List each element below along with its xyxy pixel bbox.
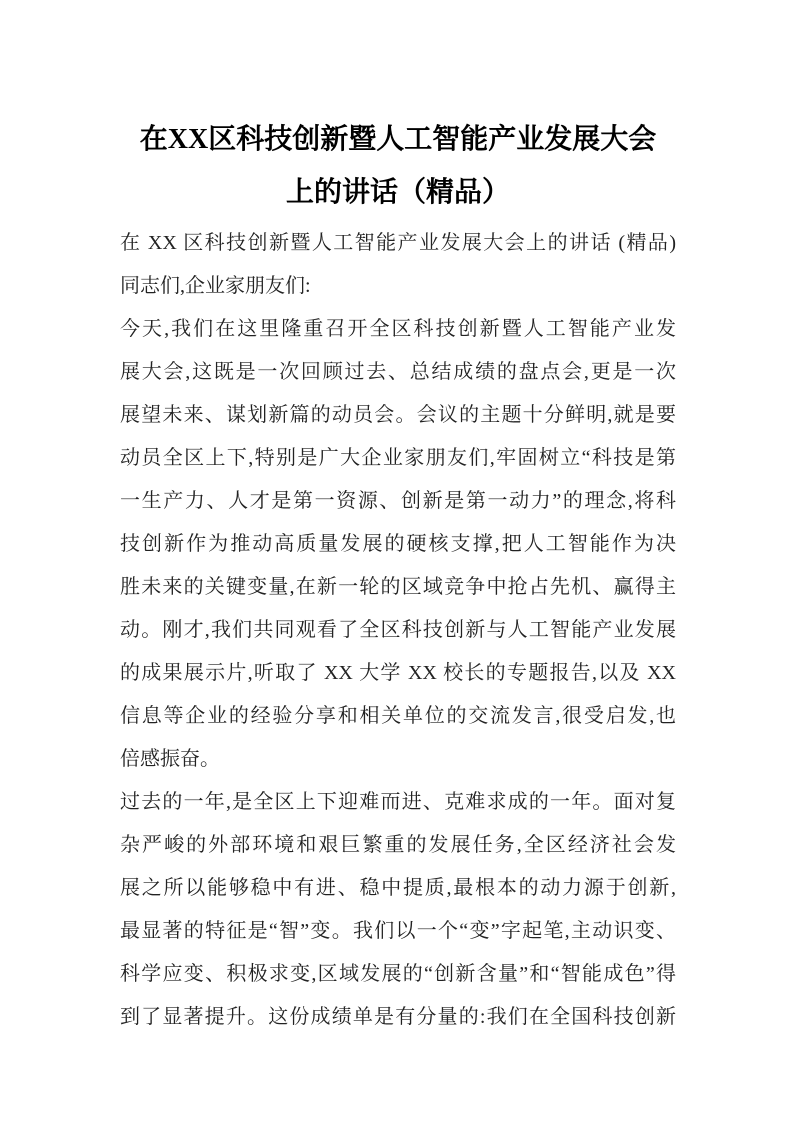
text-line: 杂严峻的外部环境和艰巨繁重的发展任务,全区经济社会发: [120, 834, 676, 856]
paragraph: [120, 265, 676, 308]
document-title: [120, 113, 676, 219]
text-line: 展望未来、谋划新篇的动员会。会议的主题十分鲜明,就是要: [120, 404, 676, 426]
paragraph: [120, 308, 676, 781]
text-line: 在 XX 区科技创新暨人工智能产业发展大会上的讲话 (精品): [120, 232, 676, 254]
text-line: 一生产力、人才是第一资源、创新是第一动力”的理念,将科: [120, 490, 676, 512]
text-line: 过去的一年,是全区上下迎难而进、克难求成的一年。面对复: [120, 791, 676, 813]
text-line: 动。刚才,我们共同观看了全区科技创新与人工智能产业发展: [120, 619, 676, 641]
text-line: 技创新作为推动高质量发展的硬核支撑,把人工智能作为决: [120, 533, 676, 555]
title-line: 在XX区科技创新暨人工智能产业发展大会: [139, 124, 657, 155]
paragraph: [120, 222, 676, 265]
text-line: 今天,我们在这里隆重召开全区科技创新暨人工智能产业发: [120, 318, 676, 340]
text-line: 科学应变、积极求变,区域发展的“创新含量”和“智能成色”得: [120, 963, 676, 985]
text-line: 动员全区上下,特别是广大企业家朋友们,牢固树立“科技是第: [120, 447, 676, 469]
text-line: 胜未来的关键变量,在新一轮的区域竞争中抢占先机、赢得主: [120, 576, 676, 598]
paragraph: [120, 781, 676, 1039]
text-line: 倍感振奋。: [120, 748, 220, 770]
text-line: 展之所以能够稳中有进、稳中提质,最根本的动力源于创新,: [120, 877, 676, 899]
text-line: 最显著的特征是“智”变。我们以一个“变”字起笔,主动识变、: [120, 920, 676, 942]
text-line: 到了显著提升。这份成绩单是有分量的:我们在全国科技创新: [120, 1006, 676, 1028]
title-line: 上的讲话（精品）: [285, 177, 510, 208]
text-line: 信息等企业的经验分享和相关单位的交流发言,很受启发,也: [120, 705, 676, 727]
document-body: [120, 222, 676, 1039]
text-line: 展大会,这既是一次回顾过去、总结成绩的盘点会,更是一次: [120, 361, 676, 383]
text-line: 同志们,企业家朋友们:: [120, 275, 311, 297]
text-line: 的成果展示片,听取了 XX 大学 XX 校长的专题报告,以及 XX: [120, 662, 676, 684]
